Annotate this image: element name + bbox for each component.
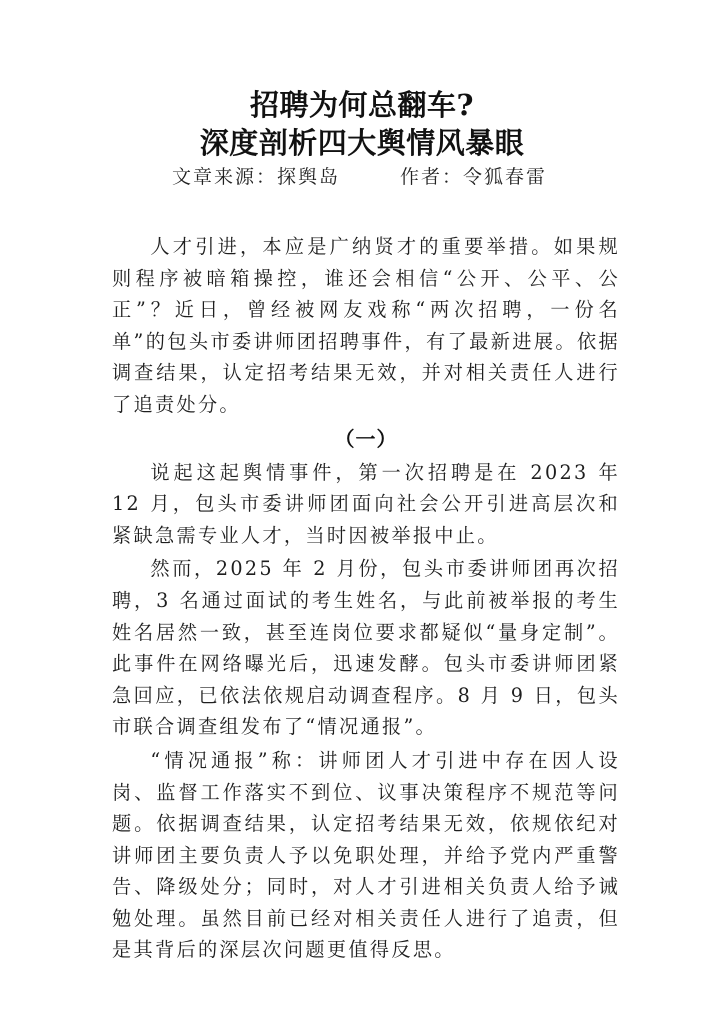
article-body [112,231,620,966]
section-heading: （一） [334,426,398,451]
body-paragraph: 然而，2025 年 2 月份，包头市委讲师团再次招聘，3 名通过面试的考生姓名，与此前被举报的考生姓名居然一致，甚至连岗位要求都疑似“量身定制”。此事件在网络曝光后，迅速发酵。包头市委讲师团紧急回应，已依法依规启动调查程序。8 月 9 日，包头市联合调查组发布了“情况通报”。 [112,557,620,739]
article-author: 作者：令狐春雷 [400,166,548,188]
body-paragraph: “情况通报”称：讲师团人才引进中存在因人设岗、监督工作落实不到位、议事决策程序不规范等问题。依据调查结果，认定招考结果无效，依规依纪对讲师团主要负责人予以免职处理，并给予党内严重警告、降级处分；同时，对人才引进相关负责人给予诫勉处理。虽然目前已经对相关责任人进行了追责，但是其背后的深层次问题更值得反思。 [112,748,620,962]
intro-paragraph: 人才引进，本应是广纳贤才的重要举措。如果规则程序被暗箱操控，谁还会相信“公开、公平、公正”？近日，曾经被网友戏称“两次招聘，一份名单”的包头市委讲师团招聘事件，有了最新进展。依据调查结果，认定招考结果无效，并对相关责任人进行了追责处分。 [112,235,620,416]
article-title [0,86,724,162]
body-paragraph: 说起这起舆情事件，第一次招聘是在 2023 年 12 月，包头市委讲师团面向社会公开引进高层次和紧缺急需专业人才，当时因被举报中止。 [112,460,620,547]
title-line-1: 招聘为何总翻车? [250,88,474,122]
title-line-2: 深度剖析四大舆情风暴眼 [199,126,525,160]
article-source: 文章来源：探舆岛 [172,166,341,188]
